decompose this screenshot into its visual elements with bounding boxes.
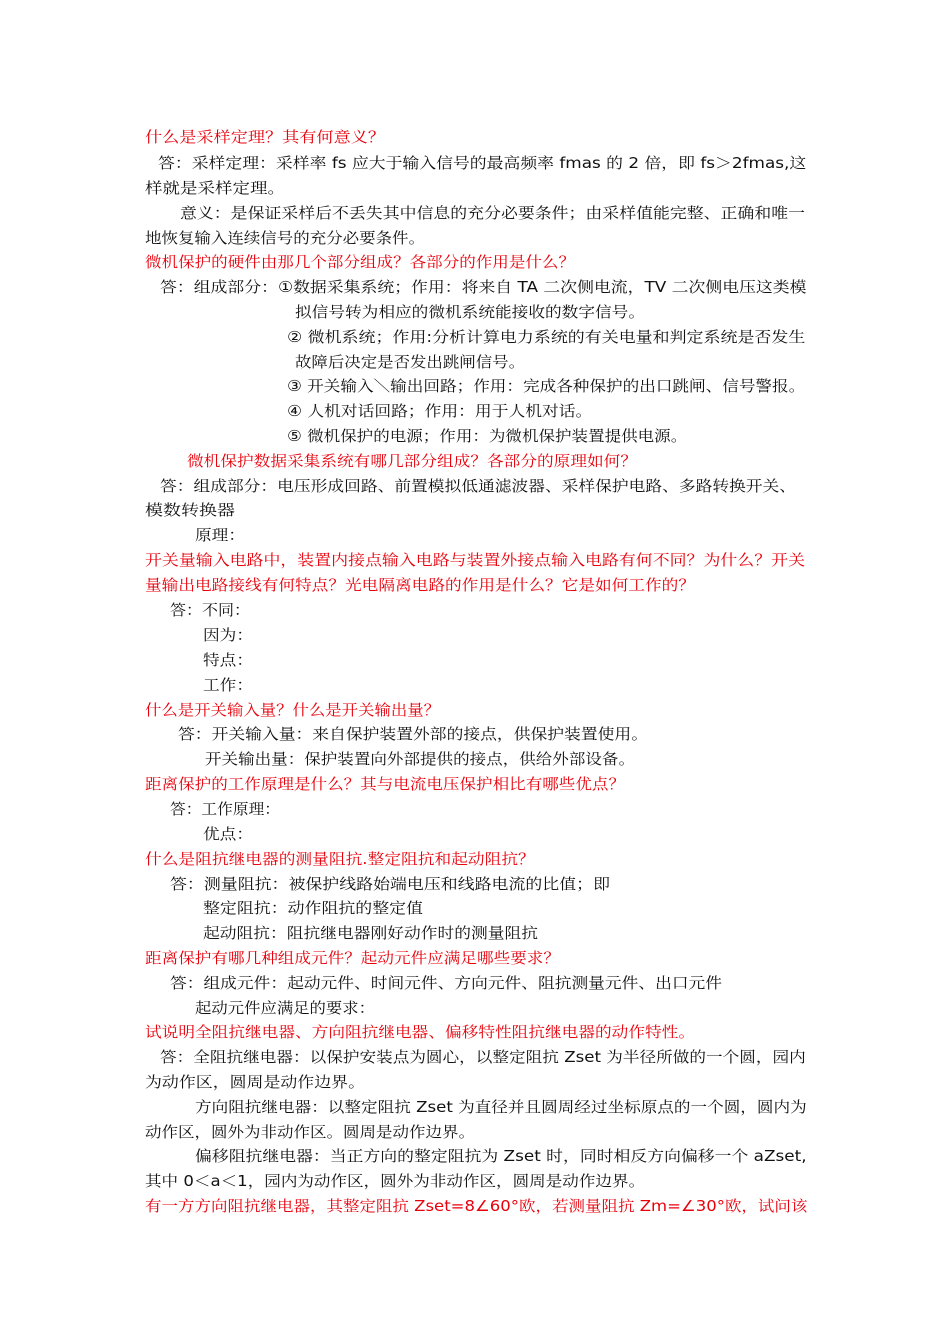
- answer-line: 答：组成元件：起动元件、时间元件、方向元件、阻抗测量元件、出口元件: [170, 974, 723, 992]
- question-line: 什么是开关输入量？什么是开关输出量？: [145, 701, 441, 719]
- answer-line: 答：测量阻抗：被保护线路始端电压和线路电流的比值；即: [170, 875, 611, 893]
- question-line: 试说明全阻抗继电器、方向阻抗继电器、偏移特性阻抗继电器的动作特性。: [145, 1023, 696, 1041]
- answer-line: 起动元件应满足的要求：: [195, 999, 376, 1017]
- question-line: 量输出电路接线有何特点？光电隔离电路的作用是什么？它是如何工作的？: [145, 576, 696, 594]
- answer-line: 优点：: [203, 825, 254, 843]
- answer-line: 整定阻抗：动作阻抗的整定值: [203, 899, 424, 917]
- answer-line: 意义：是保证采样后不丢失其中信息的充分必要条件；由采样值能完整、正确和唯一: [180, 204, 806, 222]
- answer-line: 其中 0＜a＜1，园内为动作区，圆外为非动作区，圆周是动作边界。: [145, 1172, 646, 1190]
- answer-line: 答：不同：: [170, 601, 251, 619]
- answer-line: 答：采样定理：采样率 fs 应大于输入信号的最高频率 fmas 的 2 倍，即 fs＞2fmas,这: [158, 154, 807, 172]
- answer-line: 答：组成部分：①数据采集系统；作用：将来自 TA 二次侧电流，TV 二次侧电压这类模: [160, 278, 807, 296]
- answer-line: 地恢复输入连续信号的充分必要条件。: [145, 229, 426, 247]
- answer-line: 拟信号转为相应的微机系统能接收的数字信号。: [295, 303, 646, 321]
- question-line: 距离保护有哪几种组成元件？起动元件应满足哪些要求？: [145, 949, 561, 967]
- question-line: 什么是采样定理？其有何意义？: [145, 128, 386, 146]
- answer-line: 起动阻抗：阻抗继电器刚好动作时的测量阻抗: [203, 924, 539, 942]
- answer-line: 模数转换器: [145, 501, 236, 519]
- answer-line: 样就是采样定理。: [145, 179, 286, 197]
- answer-line: 原理：: [195, 526, 246, 544]
- answer-line: 特点：: [203, 651, 254, 669]
- answer-line: ④ 人机对话回路；作用：用于人机对话。: [287, 402, 593, 420]
- answer-line: 答：组成部分：电压形成回路、前置模拟低通滤波器、采样保护电路、多路转换开关、: [160, 477, 797, 495]
- answer-line: 工作：: [203, 676, 254, 694]
- question-line: 距离保护的工作原理是什么？其与电流电压保护相比有哪些优点？: [145, 775, 626, 793]
- answer-line: 方向阻抗继电器：以整定阻抗 Zset 为直径并且圆周经过坐标原点的一个圆，圆内为: [195, 1098, 807, 1116]
- question-line: 开关量输入电路中，装置内接点输入电路与装置外接点输入电路有何不同？为什么？开关: [145, 551, 806, 569]
- answer-line: 故障后决定是否发出跳闸信号。: [295, 353, 526, 371]
- question-line: 有一方方向阻抗继电器，其整定阻抗 Zset=8∠60°欧，若测量阻抗 Zm=∠30°欧，试问该: [145, 1197, 808, 1215]
- answer-line: 答：全阻抗继电器：以保护安装点为圆心，以整定阻抗 Zset 为半径所做的一个圆，园内: [160, 1048, 806, 1066]
- answer-line: 因为：: [203, 626, 254, 644]
- question-line: 微机保护数据采集系统有哪几部分组成？各部分的原理如何？: [187, 452, 638, 470]
- answer-line: 偏移阻抗继电器：当正方向的整定阻抗为 Zset 时，同时相反方向偏移一个 aZset,: [195, 1147, 807, 1165]
- answer-line: ⑤ 微机保护的电源；作用：为微机保护装置提供电源。: [287, 427, 688, 445]
- answer-line: ③ 开关输入＼输出回路；作用：完成各种保护的出口跳闸、信号警报。: [287, 377, 806, 395]
- answer-line: 开关输出量：保护装置向外部提供的接点，供给外部设备。: [205, 750, 636, 768]
- answer-line: ② 微机系统；作用:分析计算电力系统的有关电量和判定系统是否发生: [287, 328, 806, 346]
- question-line: 什么是阻抗继电器的测量阻抗.整定阻抗和起动阻抗？: [145, 850, 535, 868]
- question-line: 微机保护的硬件由那几个部分组成？各部分的作用是什么？: [145, 253, 576, 271]
- answer-line: 答：工作原理：: [170, 800, 281, 818]
- answer-line: 为动作区，圆周是动作边界。: [145, 1073, 366, 1091]
- answer-line: 动作区，圆外为非动作区。圆周是动作边界。: [145, 1123, 476, 1141]
- answer-line: 答：开关输入量：来自保护装置外部的接点，供保护装置使用。: [178, 725, 649, 743]
